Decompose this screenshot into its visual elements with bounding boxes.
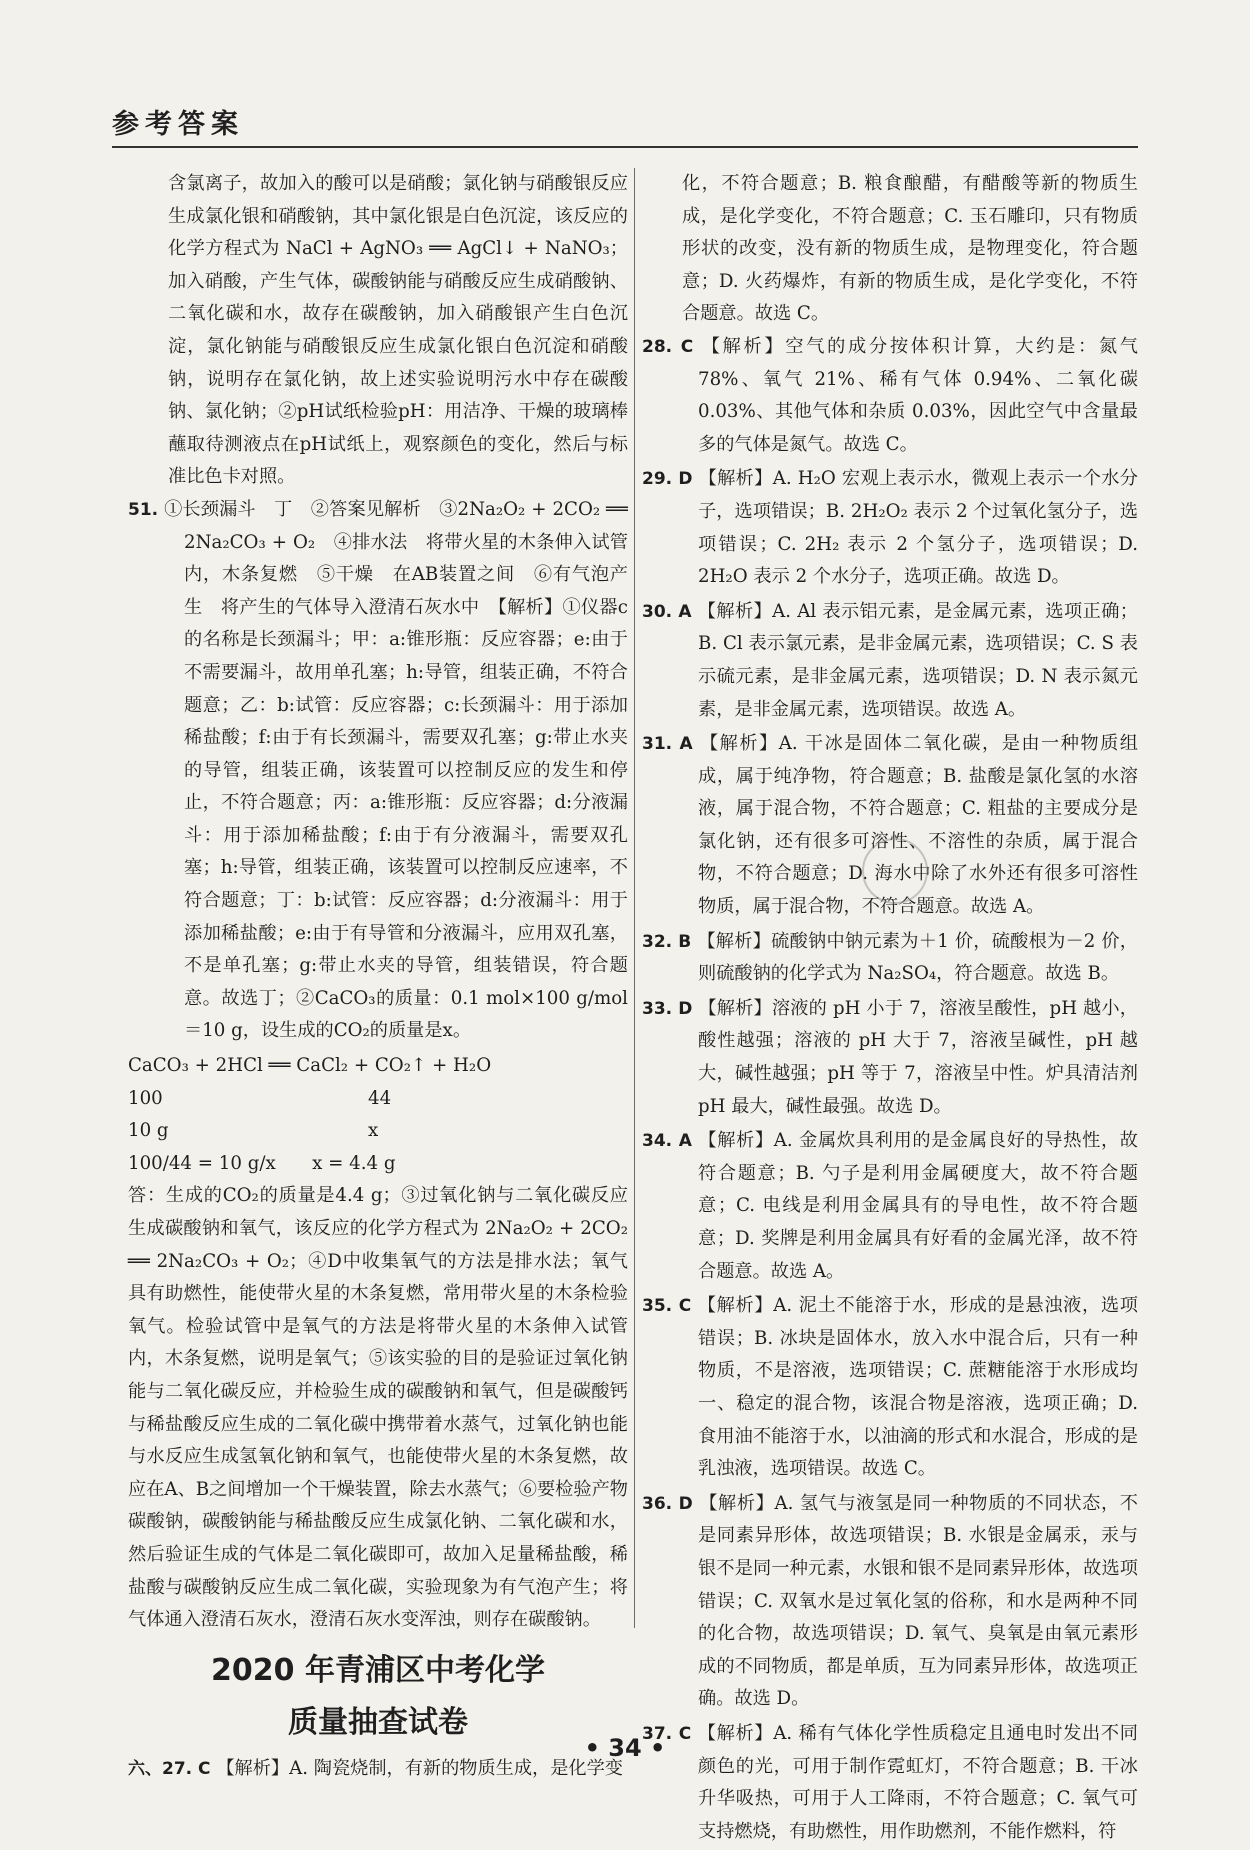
- answer-number: 31. A: [642, 734, 693, 755]
- equation-given-10g: 10 g: [128, 1120, 169, 1142]
- equation-mass-100: 100: [128, 1087, 163, 1109]
- answer-37: [642, 1718, 1138, 1848]
- equation-given-row: [128, 1115, 628, 1148]
- answer-32: [642, 926, 1138, 991]
- answer-text: 【解析】A. 稀有气体化学性质稳定且通电时发出不同颜色的光，可用于制作霓虹灯，不符合题意；B. 干冰升华吸热，可用于人工降雨，不符合题意；C. 氧气可支持燃烧，有助燃性，用作助燃剂，不能作燃料，符: [697, 1722, 1138, 1842]
- answer-34: [642, 1125, 1138, 1288]
- answer-27-number: 六、27. C: [128, 1758, 211, 1779]
- answer-text: 【解析】溶液的 pH 小于 7，溶液呈酸性，pH 越小，酸性越强；溶液的 pH 大于 7，溶液呈碱性，pH 越大，碱性越强；pH 等于 7，溶液呈中性。炉具清洁剂 pH 最大，碱性最强。故选 D。: [698, 997, 1138, 1117]
- page-number: • 34 •: [584, 1734, 666, 1762]
- answer-35: [642, 1290, 1138, 1486]
- answer-51-rest: 答：生成的CO₂的质量是4.4 g；③过氧化钠与二氧化碳反应生成碳酸钠和氧气，该反应的化学方程式为 2Na₂O₂ + 2CO₂ ══ 2Na₂CO₃ + O₂；④D中收集氧气的方法是排水法；氧气具有助燃性，能使带火星的木条复燃，常用带火星的木条检验氧气。检验试管中是氧气的方法是将带火星的木条伸入试管内，木条复燃，说明是氧气；⑤该实验的目的是验证过氧化钠能与二氧化碳反应，并检验生成的碳酸钠和氧气，但是碳酸钙与稀盐酸反应生成的二氧化碳中携带着水蒸气，过氧化钠也能与水反应生成氢氧化钠和氧气，也能使带火星的木条复燃，故应在A、B之间增加一个干燥装置，除去水蒸气；⑥要检验产物碳酸钠，碳酸钠能与稀盐酸反应生成氯化钠、二氧化碳和水，然后验证生成的气体是二氧化碳即可，故加入足量稀盐酸，稀盐酸与碳酸钠反应生成二氧化碳，实验现象为有气泡产生；将气体通入澄清石灰水，澄清石灰水变浑浊，则存在碳酸钠。: [128, 1185, 628, 1631]
- answer-number: 36. D: [642, 1493, 693, 1514]
- answer-27-text: 【解析】A. 陶瓷烧制，有新的物质生成，是化学变: [216, 1757, 623, 1779]
- answer-number: 32. B: [642, 931, 692, 952]
- section-title: [128, 1645, 628, 1749]
- answer-27: [128, 1753, 628, 1786]
- answer-51-text: ①长颈漏斗 丁 ②答案见解析 ③2Na₂O₂ + 2CO₂ ══ 2Na₂CO₃ + O₂ ④排水法 将带火星的木条伸入试管内，木条复燃 ⑤干燥 在AB装置之间 ⑥有气泡产生 将产生的气体导入澄清石灰水中 【解析】①仪器c的名称是长颈漏斗；甲：a:锥形瓶：反应容器；e:由于不需要漏斗，故用单孔塞；h:导管，组装正确，不符合题意；乙：b:试管：反应容器；c:长颈漏斗：用于添加稀盐酸；f:由于有长颈漏斗，需要双孔塞；g:带止水夹的导管，组装正确，该装置可以控制反应的发生和停止，不符合题意；丙：a:锥形瓶：反应容器；d:分液漏斗：用于添加稀盐酸；f:由于有分液漏斗，需要双孔塞；h:导管，组装正确，该装置可以控制反应速率，不符合题意；丁：b:试管：反应容器；d:分液漏斗：用于添加稀盐酸；e:由于有导管和分液漏斗，应用双孔塞，不是单孔塞；g:带止水夹的导管，组装错误，符合题意。故选丁；②CaCO₃的质量：0.1 mol×100 g/mol＝10 g，设生成的CO₂的质量是x。: [164, 498, 628, 1042]
- left-column: [128, 168, 628, 1787]
- answer-text: 【解析】A. H₂O 宏观上表示水，微观上表示一个水分子，选项错误；B. 2H₂O₂ 表示 2 个过氧化氢分子，选项错误；C. 2H₂ 表示 2 个氢分子，选项错误；D. 2H₂O 表示 2 个水分子，选项正确。故选 D。: [698, 468, 1138, 588]
- equation-ratio: 100/44 = 10 g/x x = 4.4 g: [128, 1152, 396, 1174]
- column-divider: [634, 168, 635, 1628]
- right-column: [642, 168, 1138, 1850]
- answer-text: 【解析】A. 氢气与液氢是同一种物质的不同状态，不是同素异形体，故选项错误；B. 水银是金属汞，汞与银不是同一种元素，水银和银不是同素异形体，故选项错误；C. 双氧水是过氧化氢的俗称，和水是两种不同的化合物，故选项错误；D. 氧气、臭氧是由氧元素形成的不同物质，都是单质，互为同素异形体，故选项正确。故选 D。: [698, 1492, 1138, 1710]
- header-title: 参考答案: [112, 109, 244, 140]
- answer-number: 30. A: [642, 601, 692, 622]
- section-title-line-1: 2020 年青浦区中考化学: [211, 1652, 545, 1688]
- watermark-stamp: [862, 838, 928, 904]
- answer-number: 35. C: [642, 1296, 692, 1317]
- answer-36: [642, 1488, 1138, 1716]
- answer-number: 29. D: [642, 469, 693, 490]
- answer-text: 【解析】硫酸钠中钠元素为＋1 价，硫酸根为－2 价，则硫酸钠的化学式为 Na₂SO₄，符合题意。故选 B。: [697, 930, 1138, 985]
- answer-number: 34. A: [642, 1131, 692, 1152]
- answer-number: 33. D: [642, 998, 693, 1019]
- answer-51-number: 51.: [128, 499, 159, 520]
- answer-number: 37. C: [642, 1723, 692, 1744]
- answer-28: [642, 331, 1138, 461]
- answer-30: [642, 596, 1138, 726]
- equation-mass-row: [128, 1083, 628, 1116]
- page-header: [112, 98, 1138, 148]
- section-title-line-2: 质量抽查试卷: [288, 1704, 468, 1740]
- answer-27-continuation: 化，不符合题意；B. 粮食酿醋，有醋酸等新的物质生成，是化学变化，不符合题意；C. 玉石雕印，只有物质形状的改变，没有新的物质生成，是物理变化，符合题意；D. 火药爆炸，有新的物质生成，是化学变化，不符合题意。故选 C。: [682, 173, 1138, 325]
- equation-mass-44: 44: [368, 1087, 392, 1109]
- answer-33: [642, 993, 1138, 1123]
- answer-text: 【解析】A. 干冰是固体二氧化碳，是由一种物质组成，属于纯净物，符合题意；B. 盐酸是氯化氢的水溶液，属于混合物，不符合题意；C. 粗盐的主要成分是氯化钠，还有很多可溶性、不溶性的杂质，属于混合物，不符合题意；D. 海水中除了水外还有很多可溶性物质，属于混合物，不符合题意。故选 A。: [698, 733, 1138, 918]
- answer-29: [642, 463, 1138, 593]
- equation-line: CaCO₃ + 2HCl ══ CaCl₂ + CO₂↑ + H₂O: [128, 1055, 492, 1077]
- answer-51: [128, 494, 628, 1048]
- answer-text: 【解析】A. 金属炊具利用的是金属良好的导热性，故符合题意；B. 勺子是利用金属硬度大，故不符合题意；C. 电线是利用金属具有的导电性，故不符合题意；D. 奖牌是利用金属具有好看的金属光泽，故不符合题意。故选 A。: [698, 1130, 1138, 1282]
- answer-text: 【解析】A. 泥土不能溶于水，形成的是悬浊液，选项错误；B. 冰块是固体水，放入水中混合后，只有一种物质，不是溶液，选项错误；C. 蔗糖能溶于水形成均一、稳定的混合物，该混合物是溶液，选项正确；D. 食用油不能溶于水，以油滴的形式和水混合，形成的是乳浊液，选项错误。故选 C。: [697, 1295, 1138, 1480]
- answer-text: 【解析】空气的成分按体积计算，大约是：氮气 78%、氧气 21%、稀有气体 0.94%、二氧化碳 0.03%、其他气体和杂质 0.03%，因此空气中含量最多的气体是氮气。故选 C。: [698, 335, 1138, 455]
- equation-given-x: x: [368, 1120, 379, 1142]
- answer-50-continuation: 含氯离子，故加入的酸可以是硝酸；氯化钠与硝酸银反应生成氯化银和硝酸钠，其中氯化银是白色沉淀，该反应的化学方程式为 NaCl + AgNO₃ ══ AgCl↓ + NaNO₃；加入硝酸，产生气体，碳酸钠能与硝酸反应生成硝酸钠、二氧化碳和水，故存在碳酸钠，加入硝酸银产生白色沉淀，氯化钠能与硝酸银反应生成氯化银白色沉淀和硝酸钠，说明存在氯化钠，故上述实验说明污水中存在碳酸钠、氯化钠；②pH试纸检验pH：用洁净、干燥的玻璃棒蘸取待测液点在pH试纸上，观察颜色的变化，然后与标准比色卡对照。: [168, 173, 628, 488]
- answer-text: 【解析】A. Al 表示铝元素，是金属元素，选项正确；B. Cl 表示氯元素，是非金属元素，选项错误；C. S 表示硫元素，是非金属元素，选项错误；D. N 表示氮元素，是非金属元素，选项错误。故选 A。: [697, 600, 1138, 720]
- answer-number: 28. C: [642, 336, 694, 357]
